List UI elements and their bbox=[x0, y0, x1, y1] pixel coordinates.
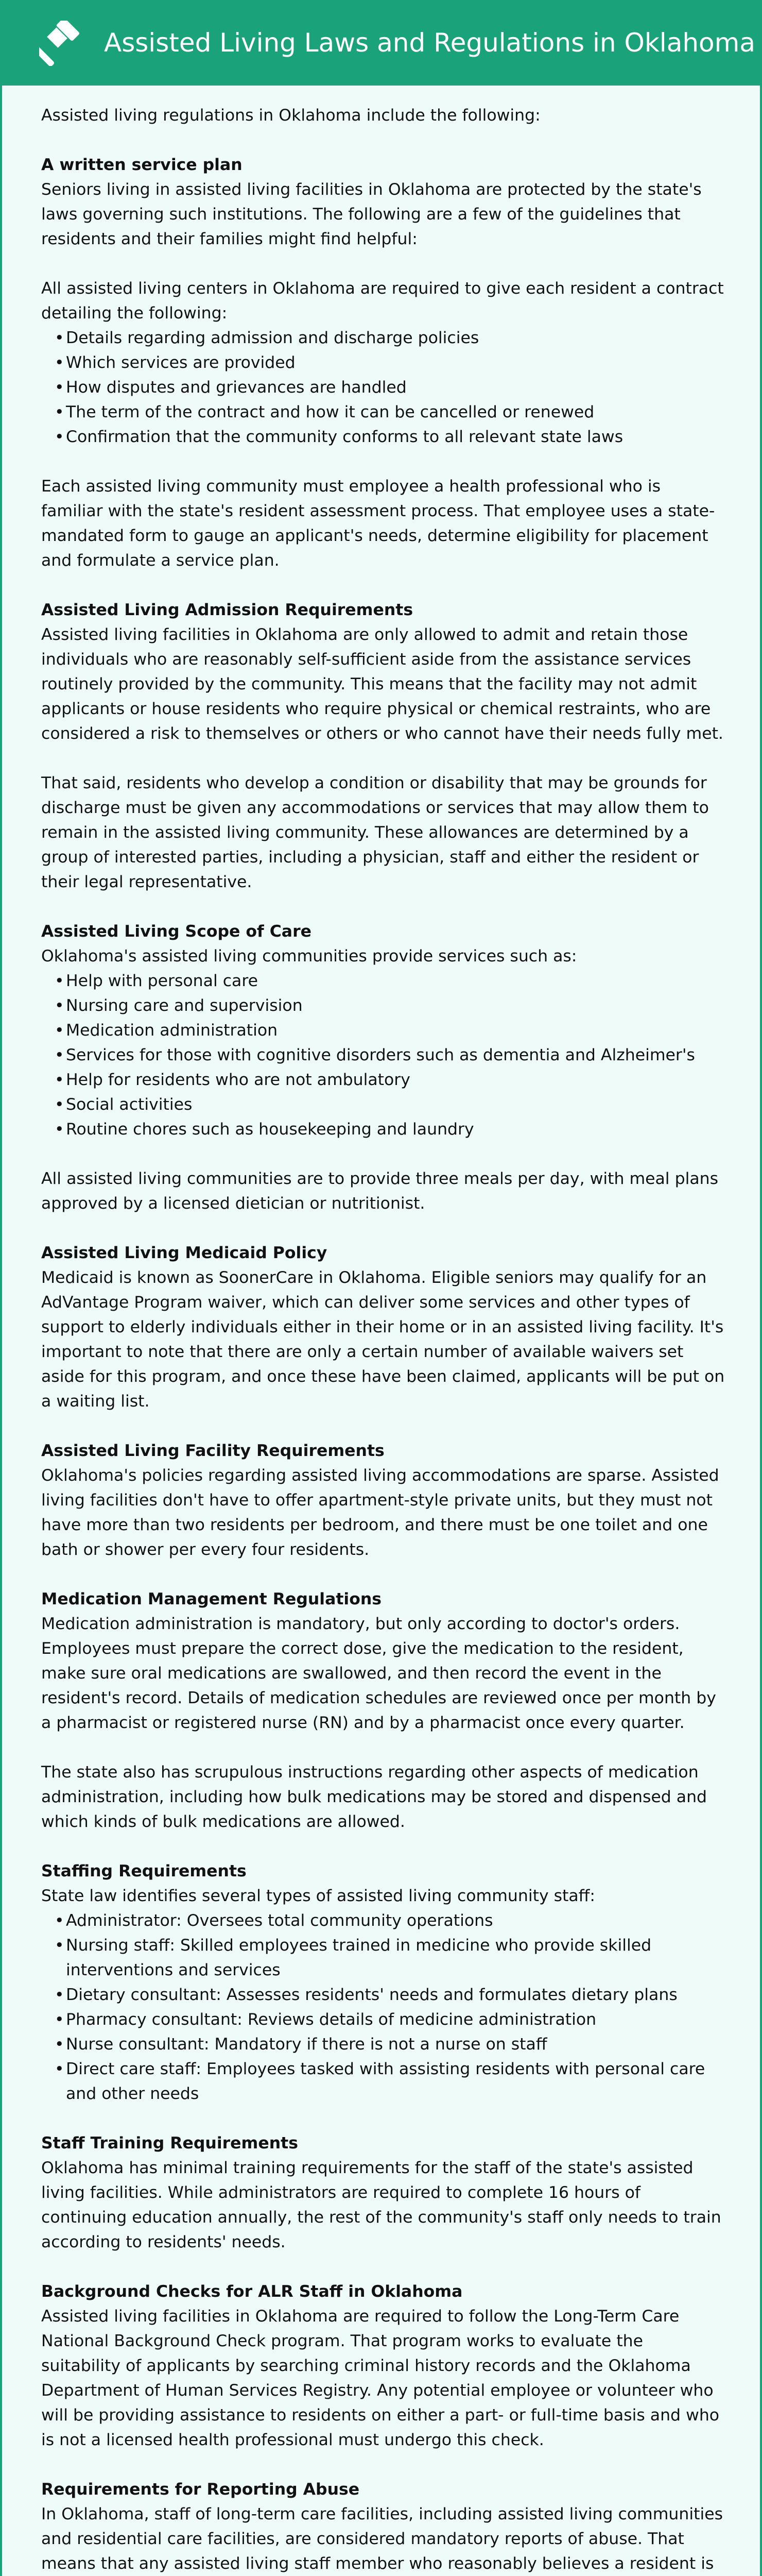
paragraph: Medicaid is known as SoonerCare in Oklahoma. Eligible seniors may qualify for an AdVantage Program waiver, which can deliver some services and other types of support to elderly individuals either in their home or in an assisted living facility. It's important to note that there are only a certain number of available waivers set aside for this program, and once these have been claimed, applicants will be put on a waiting list. bbox=[41, 1268, 725, 1411]
paragraph: The state also has scrupulous instructions regarding other aspects of medication administration, including how bulk medications may be stored and dispensed and which kinds of bulk medications are allowed. bbox=[41, 1763, 707, 1831]
section-heading: Background Checks for ALR Staff in Oklahoma bbox=[41, 2282, 463, 2301]
article-body bbox=[41, 103, 726, 2576]
bullet-icon: • bbox=[55, 1936, 64, 1955]
list-item: • The term of the contract and how it can be cancelled or renewed bbox=[41, 400, 726, 425]
section-facility-requirements bbox=[41, 1438, 726, 1562]
paragraph: Oklahoma has minimal training requirements for the staff of the state's assisted living facilities. While administrators are required to complete 16 hours of continuing education annually, the rest of the community's staff only needs to train according to residents' needs. bbox=[41, 2159, 721, 2251]
section-reporting-abuse bbox=[41, 2477, 726, 2576]
paragraph: Oklahoma's policies regarding assisted living accommodations are sparse. Assisted living facilities don't have to offer apartment-style private units, but they must not have more than two residents per bedroom, and there must be one toilet and one bath or shower per every four residents. bbox=[41, 1466, 719, 1559]
bullet-icon: • bbox=[55, 1071, 64, 1089]
list-item: • Routine chores such as housekeeping and laundry bbox=[41, 1117, 726, 1142]
bullet-icon: • bbox=[55, 428, 64, 446]
list-item: • Help with personal care bbox=[41, 969, 726, 993]
bullet-icon: • bbox=[55, 972, 64, 990]
bullet-icon: • bbox=[55, 1120, 64, 1139]
paragraph: All assisted living communities are to provide three meals per day, with meal plans approved by a licensed dietician or nutritionist. bbox=[41, 1170, 719, 1213]
list-item: • Services for those with cognitive disorders such as dementia and Alzheimer's bbox=[41, 1043, 726, 1067]
bullet-icon: • bbox=[55, 1986, 64, 2004]
bullet-list bbox=[41, 326, 726, 449]
section-admission-requirements bbox=[41, 598, 726, 894]
paragraph: Assisted living facilities in Oklahoma are required to follow the Long-Term Care National Background Check program. That program works to evaluate the suitability of applicants by searching criminal history records and the Oklahoma Department of Human Services Registry. Any potential employee or volunteer who will be providing assistance to residents on either a part- or full-time basis and who is not a licensed health professional must undergo this check. bbox=[41, 2307, 720, 2449]
paragraph: Assisted living facilities in Oklahoma are only allowed to admit and retain those individuals who are reasonably self-sufficient aside from the assistance services routinely provided by the community. This means that the facility may not admit applicants or house residents who require physical or chemical restraints, who are considered a risk to themselves or others or who cannot have their needs fully met. bbox=[41, 625, 723, 743]
bullet-icon: • bbox=[55, 1095, 64, 1114]
section-heading: Medication Management Regulations bbox=[41, 1590, 382, 1608]
section-heading: Staffing Requirements bbox=[41, 1862, 247, 1880]
list-item: • Which services are provided bbox=[41, 350, 726, 375]
header-bar bbox=[2, 0, 760, 86]
list-item: • Nursing staff: Skilled employees trained in medicine who provide skilled interventions and services bbox=[41, 1933, 726, 1982]
bullet-icon: • bbox=[55, 403, 64, 421]
section-staffing-requirements bbox=[41, 1859, 726, 2106]
section-heading: Staff Training Requirements bbox=[41, 2134, 298, 2153]
list-item: • Help for residents who are not ambulatory bbox=[41, 1067, 726, 1092]
list-item: • Medication administration bbox=[41, 1018, 726, 1043]
paragraph: Seniors living in assisted living facilities in Oklahoma are protected by the state's laws governing such institutions. The following are a few of the guidelines that residents and their families might find helpful: bbox=[41, 180, 702, 248]
section-medication-management bbox=[41, 1587, 726, 1834]
bullet-icon: • bbox=[55, 1021, 64, 1040]
list-item: • Nursing care and supervision bbox=[41, 993, 726, 1018]
section-heading: Assisted Living Admission Requirements bbox=[41, 601, 413, 619]
section-heading: A written service plan bbox=[41, 156, 243, 174]
bullet-icon: • bbox=[55, 996, 64, 1015]
paragraph: That said, residents who develop a condition or disability that may be grounds for discharge must be given any accommodations or services that may allow them to remain in the assisted living community. These allowances are determined by a group of interested parties, including a physician, staff and either the resident or their legal representative. bbox=[41, 774, 709, 891]
list-item: • How disputes and grievances are handled bbox=[41, 375, 726, 400]
bullet-icon: • bbox=[55, 2035, 64, 2054]
bullet-list bbox=[41, 969, 726, 1142]
section-heading: Assisted Living Medicaid Policy bbox=[41, 1244, 327, 1262]
section-written-service-plan bbox=[41, 152, 726, 573]
list-item: • Confirmation that the community conforms to all relevant state laws bbox=[41, 425, 726, 449]
list-item: • Social activities bbox=[41, 1092, 726, 1117]
bullet-icon: • bbox=[55, 1046, 64, 1064]
list-item: • Administrator: Oversees total community operations bbox=[41, 1908, 726, 1933]
section-heading: Assisted Living Scope of Care bbox=[41, 922, 311, 941]
list-item: • Dietary consultant: Assesses residents' needs and formulates dietary plans bbox=[41, 1982, 726, 2007]
bullet-icon: • bbox=[55, 329, 64, 347]
bullet-icon: • bbox=[55, 2010, 64, 2029]
section-background-checks bbox=[41, 2279, 726, 2452]
gavel-icon bbox=[39, 21, 84, 66]
bullet-list bbox=[41, 1908, 726, 2106]
section-medicaid-policy bbox=[41, 1241, 726, 1414]
list-item: • Pharmacy consultant: Reviews details of medicine administration bbox=[41, 2007, 726, 2032]
bullet-icon: • bbox=[55, 2060, 64, 2078]
bullet-icon: • bbox=[55, 1911, 64, 1930]
paragraph: State law identifies several types of assisted living community staff: bbox=[41, 1887, 595, 1905]
paragraph: Oklahoma's assisted living communities provide services such as: bbox=[41, 947, 577, 965]
intro-text: Assisted living regulations in Oklahoma include the following: bbox=[41, 106, 541, 125]
paragraph: In Oklahoma, staff of long-term care facilities, including assisted living communities and residential care facilities, are considered mandatory reports of abuse. That means that any assisted living staff member who reasonably believes a resident is bbox=[41, 2505, 723, 2573]
paragraph: Each assisted living community must employee a health professional who is familiar with the state's resident assessment process. That employee uses a state-mandated form to gauge an applicant's needs, determine eligibility for placement and formulate a service plan. bbox=[41, 477, 715, 570]
paragraph: All assisted living centers in Oklahoma are required to give each resident a contract detailing the following: bbox=[41, 279, 724, 323]
section-staff-training bbox=[41, 2131, 726, 2255]
paragraph: Medication administration is mandatory, but only according to doctor's orders. Employees must prepare the correct dose, give the medication to the resident, make sure oral medications are swallowed, and then record the event in the resident's record. Details of medication schedules are reviewed once per month by a pharmacist or registered nurse (RN) and by a pharmacist once every quarter. bbox=[41, 1615, 716, 1732]
list-item: • Nurse consultant: Mandatory if there is not a nurse on staff bbox=[41, 2032, 726, 2057]
list-item: • Direct care staff: Employees tasked with assisting residents with personal care and other needs bbox=[41, 2057, 726, 2106]
bullet-icon: • bbox=[55, 378, 64, 397]
section-heading: Assisted Living Facility Requirements bbox=[41, 1442, 385, 1460]
section-scope-of-care bbox=[41, 919, 726, 1216]
section-heading: Requirements for Reporting Abuse bbox=[41, 2480, 360, 2499]
bullet-icon: • bbox=[55, 353, 64, 372]
page-title: Assisted Living Laws and Regulations in Oklahoma bbox=[104, 28, 755, 58]
list-item: • Details regarding admission and discharge policies bbox=[41, 326, 726, 350]
